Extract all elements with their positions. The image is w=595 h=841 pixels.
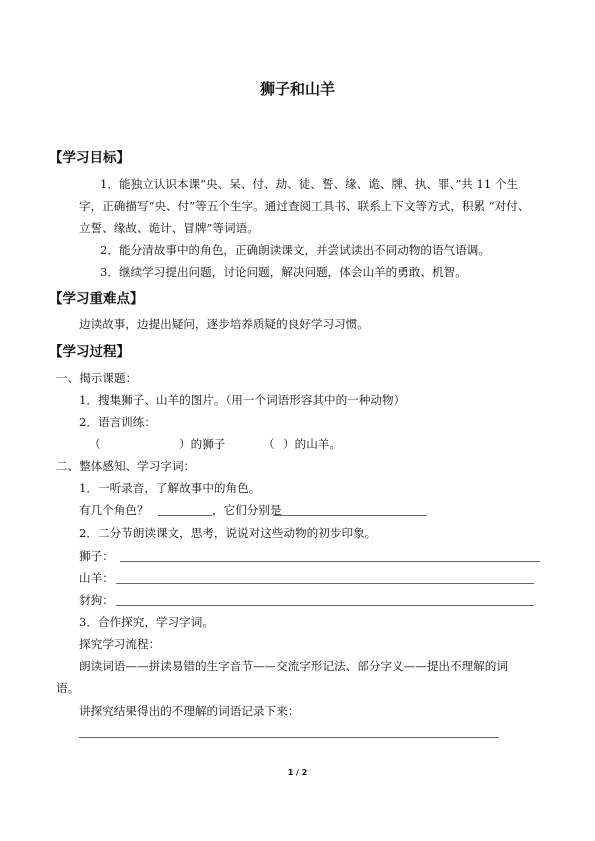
- flow-label: 探究学习流程：: [79, 637, 161, 651]
- roles-names-blank: [273, 515, 427, 516]
- task-2-3: 3．合作探究，学习字词。: [79, 615, 214, 629]
- task-1-2: 2．语言训练：: [79, 415, 156, 429]
- lion-answer-line: [120, 561, 540, 562]
- page-number: 1 / 2: [287, 768, 308, 777]
- keypoints-text: 边读故事，边提出疑问，逐步培养质疑的良好学习习惯。: [79, 317, 369, 331]
- blank-goat-open: （: [263, 437, 275, 451]
- goal-1-line-3: 立誓、缘故、诡计、冒牌”等词语。: [79, 221, 259, 235]
- task-1-1: 1．搜集狮子、山羊的图片。（用一个词语形容其中的一种动物）: [79, 393, 406, 407]
- section-heading-process: 【学习过程】: [49, 344, 130, 360]
- roles-question-tail: ，它们分别是: [212, 503, 282, 517]
- goal-2: 2．能分清故事中的角色，正确朗读课文，并尝试读出不同动物的语气语调。: [100, 243, 490, 257]
- task-2-2: 2．二分节朗读课文，思考，说说对这些动物的初步印象。: [79, 526, 377, 540]
- part-2-heading: 二、整体感知、学习字词：: [56, 459, 196, 473]
- record-answer-line: [79, 737, 499, 738]
- flow-line-2: 语。: [56, 681, 80, 695]
- section-heading-keypoints: 【学习重难点】: [49, 291, 144, 307]
- flow-line-1: 朗读词语——拼读易错的生字音节——交流字形记法、部分字义——提出不理解的词: [79, 659, 508, 673]
- jackal-answer-line: [116, 605, 534, 606]
- part-1-heading: 一、揭示课题：: [56, 371, 138, 385]
- goat-answer-line: [116, 583, 534, 584]
- blank-goat-close: ）的山羊。: [283, 437, 341, 451]
- lion-label: 狮子：: [79, 549, 114, 563]
- jackal-label: 豺狗：: [79, 593, 114, 607]
- goat-label: 山羊：: [79, 571, 114, 585]
- section-heading-goals: 【学习目标】: [49, 150, 130, 166]
- goal-1-line-2: 字，正确描写“央、付”等五个生字。通过查阅工具书、联系上下文等方式，积累 “对付、: [79, 199, 530, 213]
- roles-count-blank: [158, 515, 212, 516]
- record-instruction: 讲探究结果得出的不理解的词语记录下来：: [79, 704, 300, 718]
- goal-3: 3．继续学习提出问题，讨论问题，解决问题，体会山羊的勇敢、机智。: [100, 265, 467, 279]
- document-title: 狮子和山羊: [259, 80, 335, 98]
- blank-lion-close: ）的狮子: [179, 437, 226, 451]
- blank-lion-open: （: [89, 437, 101, 451]
- goal-1-line-1: 1．能独立认识本课“央、呆、付、劫、徒、誓、缘、诡、牌、执、罪、”共 11 个生: [100, 177, 519, 191]
- roles-question: 有几个角色？: [79, 503, 149, 517]
- task-2-1: 1．一听录音，了解故事中的角色。: [79, 481, 261, 495]
